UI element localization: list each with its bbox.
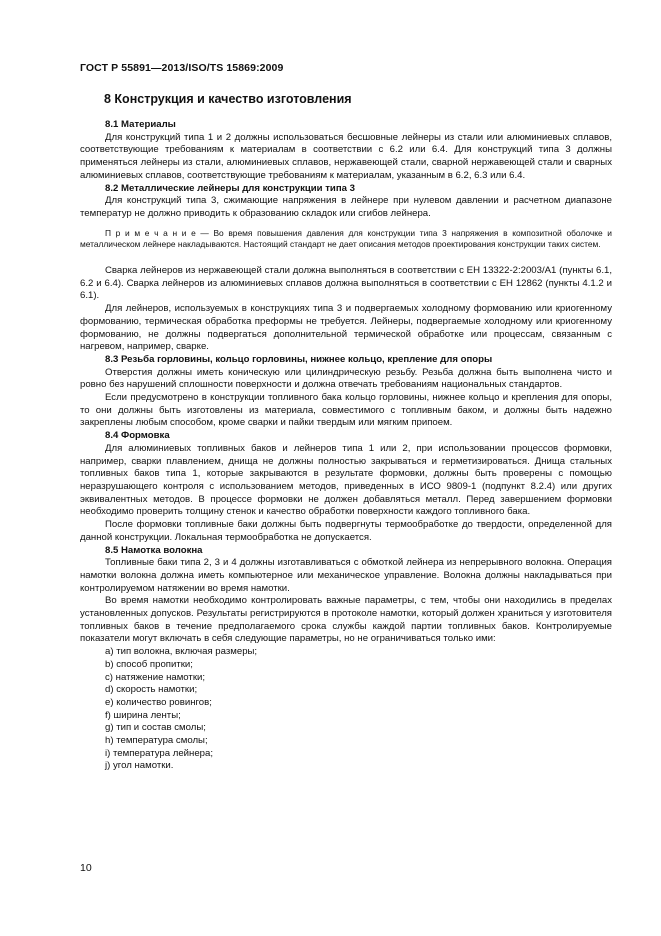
paragraph-8-2-2: Сварка лейнеров из нержавеющей стали должна выполняться в соответствии с ЕН 13322-2:2003/А1 (пункты 6.1, 6.2 и 6.4). Сварка лейнеров из алюминиевых сплавов должна выполняться в соответствии с ЕН 12862 (пункты 4.1.2 и 6.1). — [80, 265, 612, 302]
paragraph-8-4-1: Для алюминиевых топливных баков и лейнеров типа 1 или 2, при использовании процессов формовки, например, сварки плавлением, днища не должны полностью закрываться и герметизироваться. Днища стальных топливных баков типа 1, которые закрываются в результате формовки, должны быть проверены с помощью неразрушающего контроля с использованием методов, приведенных в ИСО 9809-1 (подпункт 8.2.4) или других эквивалентных методов. В процессе формовки не должен добавляться металл. Перед завершением формовки необходимо проверить толщину стенок и качество обработки поверхности каждого топливного бака. — [80, 442, 612, 518]
list-item: i) температура лейнера; — [105, 747, 213, 759]
list-item: c) натяжение намотки; — [105, 671, 206, 683]
paragraph-8-4-2: После формовки топливные баки должны быть подвергнуты термообработке до твердости, определенной для данной конструкции. Локальная термообработка не допускается. — [80, 519, 612, 543]
document-body — [80, 119, 612, 773]
document-header: ГОСТ Р 55891—2013/ISO/TS 15869:2009 — [80, 62, 284, 74]
paragraph-8-5-2: Во время намотки необходимо контролировать важные параметры, с тем, чтобы они находились в пределах установленных допусков. Результаты регистрируются в протоколе намотки, который должен храниться у изготовителя топливных баков в течение предполагаемого срока службы каждой партии топливных баков. Контролируемые показатели могут включать в себя следующие параметры, но не ограничиваться только ими: — [80, 595, 612, 645]
section-title: 8 Конструкция и качество изготовления — [104, 92, 352, 106]
list-item: j) угол намотки. — [105, 760, 174, 772]
list-item: a) тип волокна, включая размеры; — [105, 646, 258, 658]
parameter-list — [80, 646, 612, 773]
heading-8-1: 8.1 Материалы — [105, 119, 176, 130]
note-8-2: П р и м е ч а н и е — Во время повышения давления для конструкции типа 3 напряжения в композитной оболочке и металлическом лейнере накладываются. Настоящий стандарт не дает описания методов проектирования конструкции таких систем. — [80, 227, 612, 249]
list-item: e) количество ровингов; — [105, 696, 212, 708]
paragraph-8-1-1: Для конструкций типа 1 и 2 должны использоваться бесшовные лейнеры из стали или алюминиевых сплавов, соответствующие требованиям к материалам в соответствии с 6.2 или 6.4. Для конструкций типа 3 должны применяться лейнеры из стали, алюминиевых сплавов, нержавеющей стали, сварной нержавеющей стали и сварных алюминиевых сплавов, соответствующие требованиям к материалам, указанным в 6.2, 6.3 или 6.4. — [80, 131, 612, 181]
list-item: g) тип и состав смолы; — [105, 722, 206, 734]
paragraph-8-3-2: Если предусмотрено в конструкции топливного бака кольцо горловины, нижнее кольцо и крепления для опоры, то они должны быть изготовлены из материала, совместимого с топливным баком, и должны быть надежно закреплены любым способом, кроме сварки и пайки твердым или мягким припоем. — [80, 392, 612, 429]
list-item: h) температура смолы; — [105, 735, 208, 747]
heading-8-3: 8.3 Резьба горловины, кольцо горловины, нижнее кольцо, крепление для опоры — [105, 353, 493, 365]
heading-8-2: 8.2 Металлические лейнеры для конструкции типа 3 — [105, 182, 355, 194]
paragraph-8-3-1: Отверстия должны иметь коническую или цилиндрическую резьбу. Резьба должна быть выполнена чисто и ровно без нарушений сплошности поверхности и должна отвечать требованиям национальных стандартов. — [80, 366, 612, 391]
paragraph-8-5-1: Топливные баки типа 2, 3 и 4 должны изготавливаться с обмоткой лейнера из непрерывного волокна. Операция намотки волокна должна иметь компьютерное или механическое управление. Волокна должны накладываться при контролируемом натяжении во время намотки. — [80, 557, 612, 594]
page-number: 10 — [80, 862, 92, 874]
list-item: d) скорость намотки; — [105, 684, 198, 696]
paragraph-8-2-3: Для лейнеров, используемых в конструкциях типа 3 и подвергаемых холодному формованию или криогенному формованию, термическая обработка преформы не требуется. Лейнеры, подвергаемые холодному или криогенному формованию, не должны подвергаться дополнительной термической обработке или процессам, связанным с нагревом, например, сварке. — [80, 303, 612, 353]
heading-8-4: 8.4 Формовка — [105, 430, 170, 442]
list-item: b) способ пропитки; — [105, 658, 193, 670]
heading-8-5: 8.5 Намотка волокна — [105, 544, 203, 556]
list-item: f) ширина ленты; — [105, 709, 181, 721]
paragraph-8-2-1: Для конструкций типа 3, сжимающие напряжения в лейнере при нулевом давлении и расчетном диапазоне температур не должно приводить к образованию складок или сгибов лейнера. — [80, 195, 612, 219]
